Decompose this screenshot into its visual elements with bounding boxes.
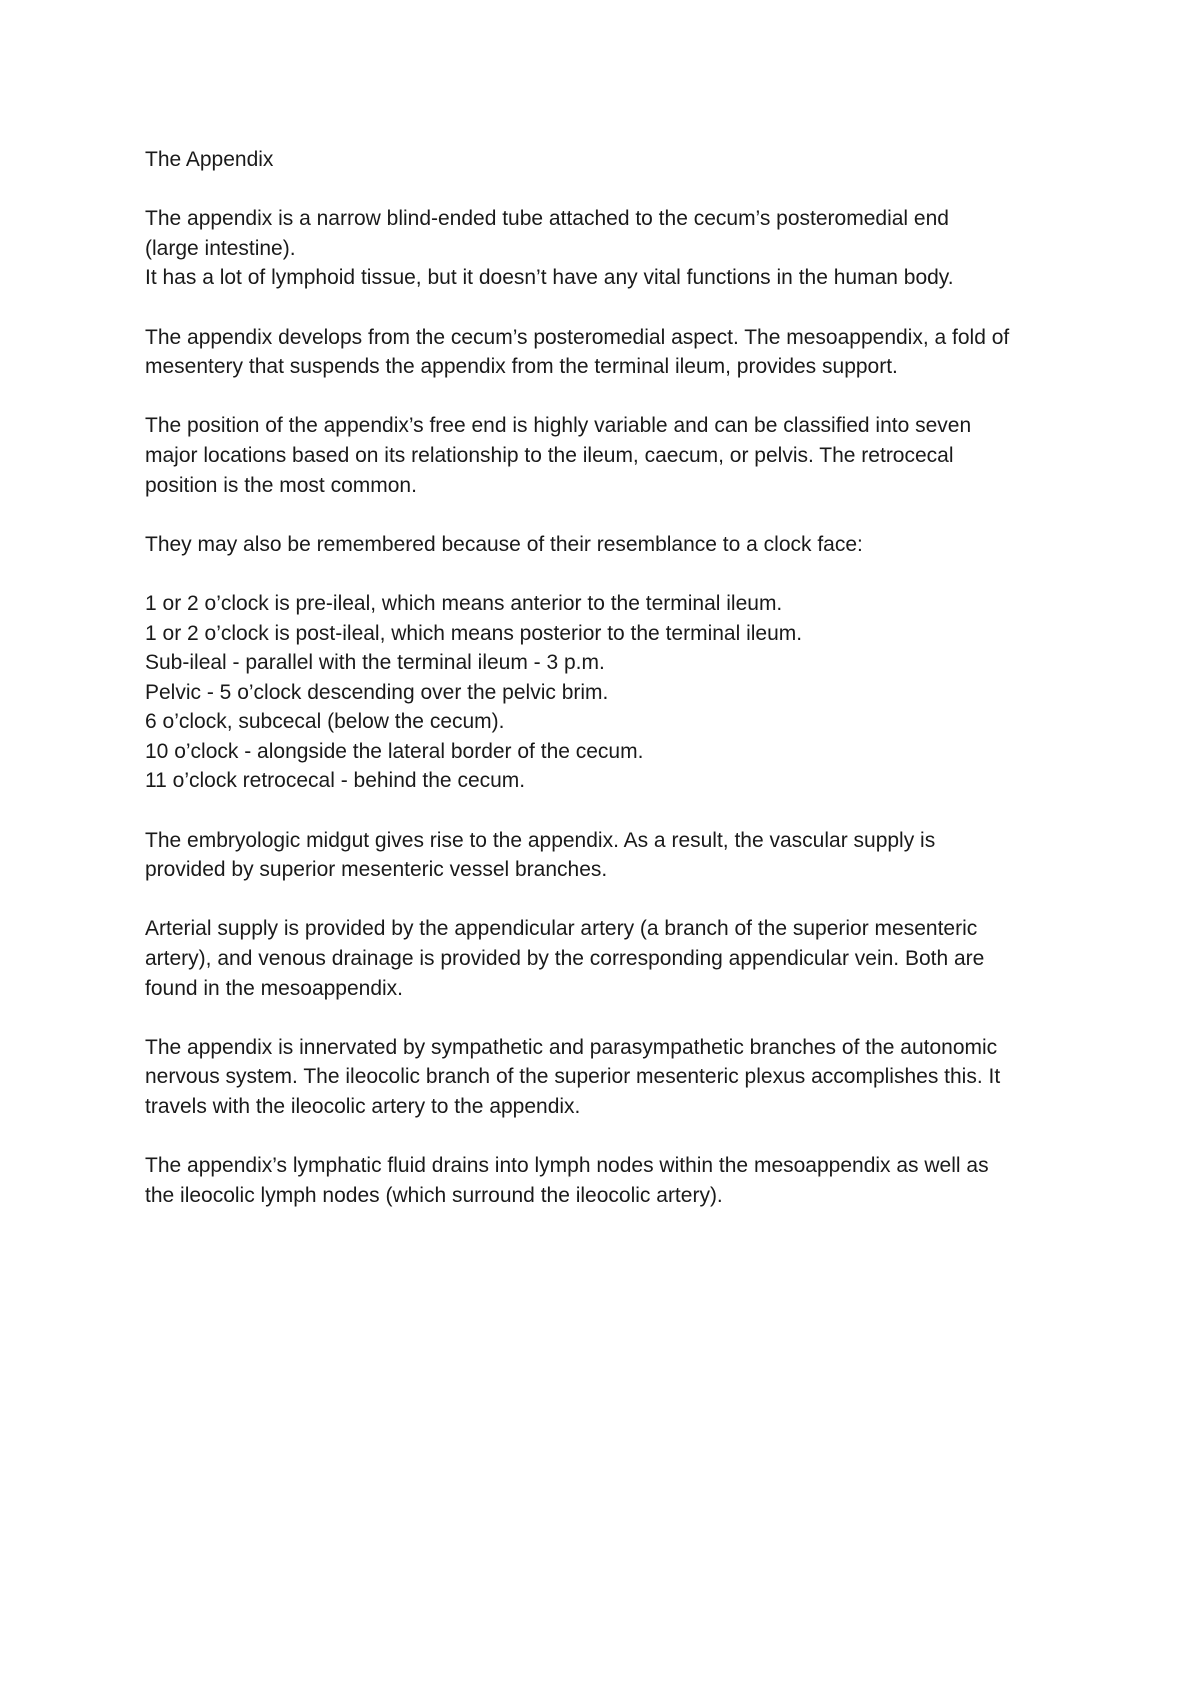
- paragraph-line: Pelvic - 5 o’clock descending over the pelvic brim.: [145, 680, 609, 704]
- document-page: [145, 145, 1085, 1240]
- paragraph: [145, 1151, 1085, 1210]
- paragraph-line: the ileocolic lymph nodes (which surround the ileocolic artery).: [145, 1183, 723, 1207]
- paragraph: [145, 1033, 1085, 1122]
- paragraph-line: travels with the ileocolic artery to the appendix.: [145, 1095, 581, 1118]
- paragraph-line: 10 o’clock - alongside the lateral border of the cecum.: [145, 739, 644, 763]
- paragraph: [145, 589, 1085, 796]
- paragraph-line: Sub-ileal - parallel with the terminal ileum - 3 p.m.: [145, 651, 605, 675]
- paragraph-line: The appendix is innervated by sympathetic and parasympathetic branches of the autonomic: [145, 1035, 998, 1059]
- paragraph-line: found in the mesoappendix.: [145, 976, 404, 1000]
- paragraph-line: 6 o’clock, subcecal (below the cecum).: [145, 710, 505, 734]
- paragraph-line: major locations based on its relationship to the ileum, caecum, or pelvis. The retrocecal: [145, 443, 954, 467]
- paragraph-line: The appendix is a narrow blind-ended tube attached to the cecum’s posteromedial end: [145, 207, 949, 231]
- document-title: The Appendix: [145, 148, 274, 171]
- paragraph-line: The embryologic midgut gives rise to the appendix. As a result, the vascular supply is: [145, 828, 936, 852]
- paragraph-line: The appendix develops from the cecum’s posteromedial aspect. The mesoappendix, a fold of: [145, 325, 1010, 349]
- paragraph-line: 11 o’clock retrocecal - behind the cecum.: [145, 769, 526, 793]
- paragraph-line: The position of the appendix’s free end is highly variable and can be classified into seven: [145, 414, 972, 438]
- paragraph-line: They may also be remembered because of their resemblance to a clock face:: [145, 532, 863, 556]
- paragraph: [145, 530, 1085, 560]
- paragraph-line: It has a lot of lymphoid tissue, but it doesn’t have any vital functions in the human body.: [145, 266, 954, 290]
- paragraph-line: provided by superior mesenteric vessel branches.: [145, 858, 608, 882]
- paragraph: [145, 411, 1085, 500]
- paragraph: [145, 204, 1085, 293]
- paragraph: [145, 914, 1085, 1003]
- paragraph: [145, 323, 1085, 382]
- paragraph-line: The appendix’s lymphatic fluid drains into lymph nodes within the mesoappendix as well as: [145, 1154, 989, 1178]
- paragraph-line: mesentery that suspends the appendix from the terminal ileum, provides support.: [145, 355, 898, 379]
- paragraph: [145, 826, 1085, 885]
- paragraph-line: position is the most common.: [145, 473, 417, 497]
- paragraph-line: 1 or 2 o’clock is pre-ileal, which means anterior to the terminal ileum.: [145, 591, 783, 615]
- paragraph-line: (large intestine).: [145, 236, 296, 260]
- paragraph-line: 1 or 2 o’clock is post-ileal, which means posterior to the terminal ileum.: [145, 621, 803, 645]
- document-body: [145, 204, 1085, 1210]
- paragraph-line: nervous system. The ileocolic branch of the superior mesenteric plexus accomplishes this. It: [145, 1065, 1001, 1089]
- paragraph-line: artery), and venous drainage is provided by the corresponding appendicular vein. Both are: [145, 947, 985, 971]
- paragraph-line: Arterial supply is provided by the appendicular artery (a branch of the superior mesenteric: [145, 917, 978, 941]
